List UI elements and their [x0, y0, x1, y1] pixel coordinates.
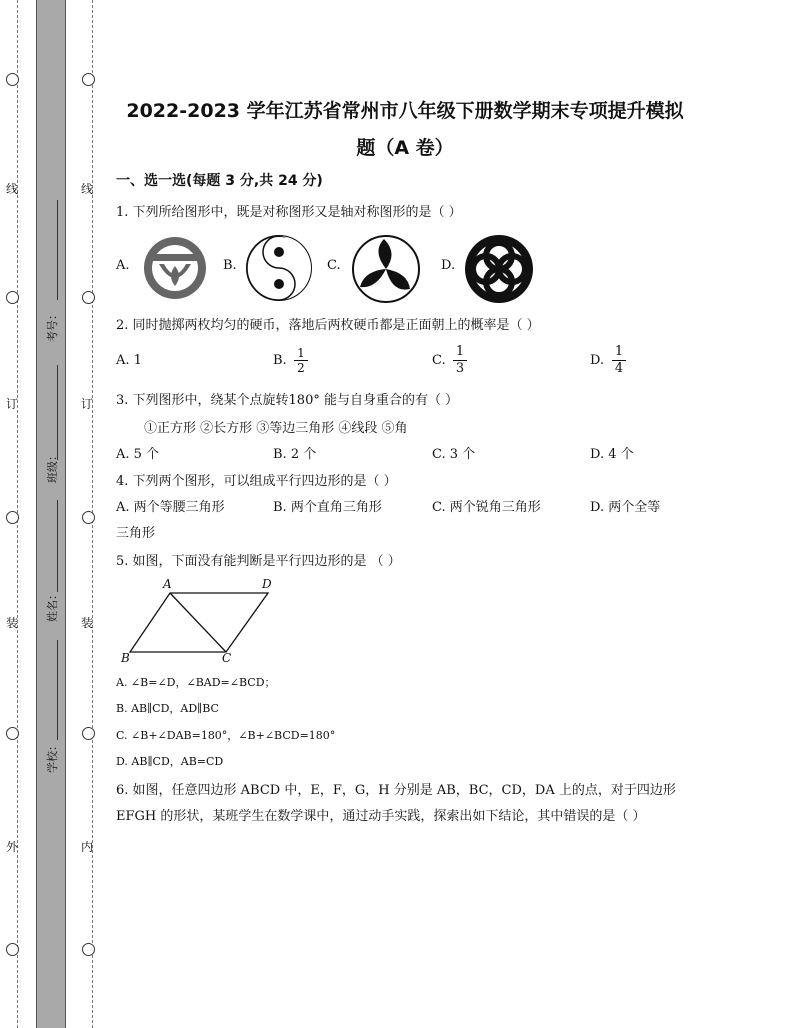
vertex-label-b: B: [121, 651, 130, 665]
binding-hole: [82, 291, 95, 304]
field-school-label: 学校：: [46, 740, 59, 773]
question-6-stem-continued: EFGH 的形状，某班学生在数学课中，通过动手实践，探索出如下结论，其中错误的是（ ）: [116, 809, 646, 824]
binding-hole: [82, 73, 95, 86]
inner-margin-char: 内: [80, 840, 93, 854]
q5-option-a[interactable]: A. ∠B=∠D，∠BAD=∠BCD；: [116, 676, 276, 689]
q1-option-b-figure: [244, 233, 314, 303]
question-5-stem: 5. 如图，下面没有能判断是平行四边形的是 （ ）: [116, 554, 401, 569]
inner-margin-char: 装: [80, 616, 93, 630]
q4-option-b[interactable]: B. 两个直角三角形: [273, 500, 382, 515]
binding-hole: [6, 727, 19, 740]
vertex-label-d: D: [262, 577, 272, 591]
q1-option-a-label[interactable]: A.: [116, 258, 130, 273]
binding-hole: [82, 727, 95, 740]
q5-option-d[interactable]: D. AB∥CD，AB=CD: [116, 755, 224, 768]
binding-hole: [82, 943, 95, 956]
section-heading: 一、选一选(每题 3 分,共 24 分): [116, 173, 323, 189]
q3-option-c[interactable]: C. 3 个: [432, 447, 476, 462]
q1-option-c-figure: [350, 233, 422, 305]
outer-margin-char: 外: [5, 840, 18, 854]
q2-option-c-fraction: $\frac{1}{3}$: [453, 344, 467, 377]
q5-option-c[interactable]: C. ∠B+∠DAB=180°，∠B+∠BCD=180°: [116, 729, 336, 742]
q4-option-d[interactable]: D. 两个全等: [590, 500, 661, 515]
q3-option-a[interactable]: A. 5 个: [116, 447, 160, 462]
binding-margin: [0, 0, 104, 1028]
q5-option-b[interactable]: B. AB∥CD，AD∥BC: [116, 702, 219, 715]
field-school-line[interactable]: [57, 640, 58, 740]
q1-option-d-figure: [463, 233, 535, 305]
q1-option-c-label[interactable]: C.: [327, 258, 341, 273]
binding-hole: [6, 291, 19, 304]
q4-option-a[interactable]: A. 两个等腰三角形: [116, 500, 225, 515]
field-name-label: 姓名：: [46, 589, 59, 622]
q2-option-b-label[interactable]: B.: [273, 353, 287, 368]
vertex-label-a: A: [163, 577, 172, 591]
question-2-stem: 2. 同时抛掷两枚均匀的硬币，落地后两枚硬币都是正面朝上的概率是（ ）: [116, 318, 540, 333]
q1-option-d-label[interactable]: D.: [441, 258, 456, 273]
q2-option-c-label[interactable]: C.: [432, 353, 446, 368]
q2-option-a[interactable]: A. 1: [116, 353, 142, 368]
q4-option-c[interactable]: C. 两个锐角三角形: [432, 500, 541, 515]
binding-hole: [6, 511, 19, 524]
field-exam-number-label: 考号：: [46, 309, 59, 342]
q4-option-d-wrap: 三角形: [116, 526, 156, 541]
binding-hole: [82, 511, 95, 524]
field-class-line[interactable]: [57, 365, 58, 460]
q5-parallelogram-figure: [118, 575, 278, 667]
field-class-label: 班级：: [46, 450, 59, 483]
binding-strip: [36, 0, 66, 1028]
field-name-line[interactable]: [57, 500, 58, 592]
vertex-label-c: C: [222, 651, 232, 665]
q2-option-d-fraction: $\frac{1}{4}$: [612, 344, 626, 377]
field-exam-number-line[interactable]: [57, 200, 58, 300]
question-3-stem: 3. 下列图形中，绕某个点旋转180° 能与自身重合的有（ ）: [116, 393, 459, 408]
q3-option-b[interactable]: B. 2 个: [273, 447, 317, 462]
outer-margin-char: 装: [5, 616, 18, 630]
question-1-stem: 1. 下列所给图形中，既是对称图形又是轴对称图形的是（ ）: [116, 205, 462, 220]
page-title-continued: 题（A 卷）: [356, 137, 454, 159]
question-4-stem: 4. 下列两个图形，可以组成平行四边形的是（ ）: [116, 474, 397, 489]
inner-margin-char: 订: [80, 397, 93, 411]
q3-option-d[interactable]: D. 4 个: [590, 447, 634, 462]
page-title: 2022-2023 学年江苏省常州市八年级下册数学期末专项提升模拟: [126, 100, 684, 122]
q1-option-a-figure: [140, 234, 210, 302]
binding-hole: [6, 943, 19, 956]
q2-option-b-fraction: $\frac{1}{2}$: [294, 346, 308, 375]
inner-margin-char: 线: [80, 182, 93, 196]
q1-option-b-label[interactable]: B.: [223, 258, 237, 273]
q2-option-d-label[interactable]: D.: [590, 353, 605, 368]
outer-margin-char: 订: [5, 397, 18, 411]
binding-hole: [6, 73, 19, 86]
q3-items: ①正方形 ②长方形 ③等边三角形 ④线段 ⑤角: [144, 421, 408, 436]
question-6-stem: 6. 如图，任意四边形 ABCD 中，E，F，G，H 分别是 AB，BC，CD，DA 上的点，对于四边形: [116, 783, 676, 798]
outer-margin-char: 线: [5, 182, 18, 196]
